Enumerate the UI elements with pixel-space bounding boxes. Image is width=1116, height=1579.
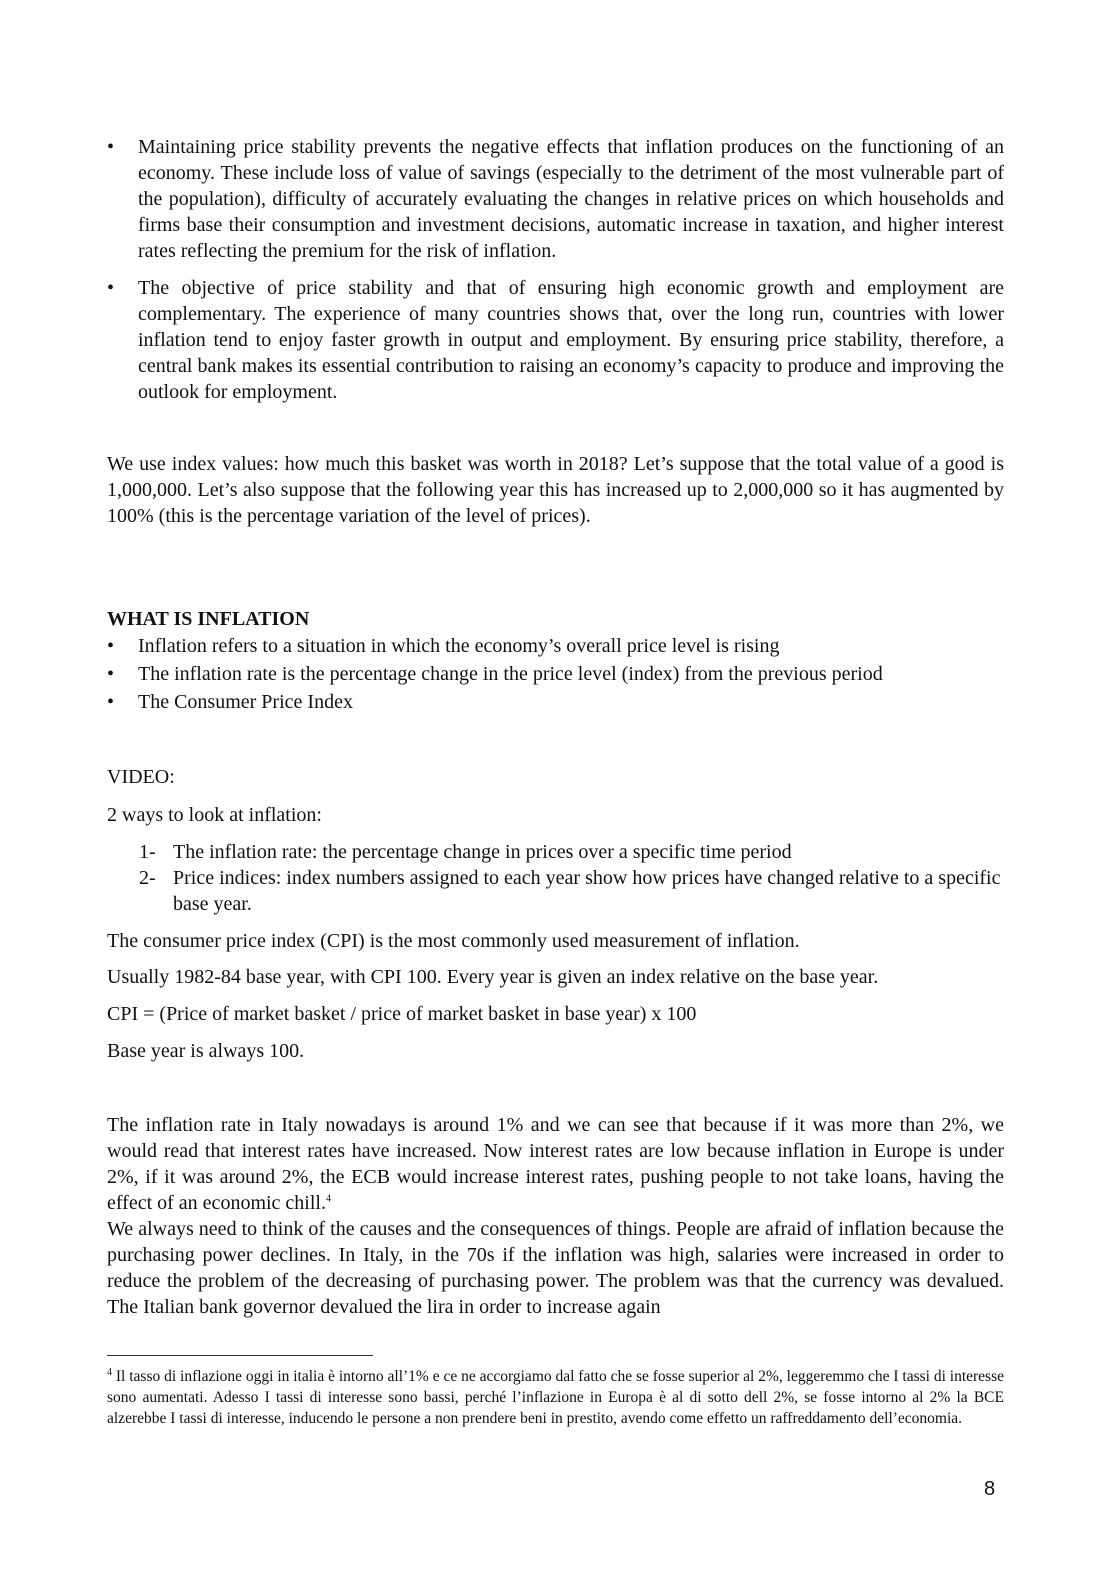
- list-item: • The inflation rate is the percentage change in the price level (index) from the previous period: [107, 660, 1004, 688]
- cpi-formula: CPI = (Price of market basket / price of market basket in base year) x 100: [107, 1003, 697, 1025]
- footnote-separator: [107, 1355, 373, 1356]
- index-paragraph: We use index values: how much this basket was worth in 2018? Let’s suppose that the total value of a good is 1,000,000. Let’s also suppose that the following year this has increased up to 2,000,000 so it has augmented by 100% (this is the percentage variation of the level of prices).: [107, 453, 1004, 527]
- base-year-always-line: Base year is always 100.: [107, 1040, 305, 1062]
- footnote-reference[interactable]: 4: [325, 1193, 331, 1205]
- italy-section: [107, 1112, 1004, 1320]
- list-item: [107, 865, 1004, 917]
- section-heading: WHAT IS INFLATION: [107, 608, 310, 630]
- cpi-line: The consumer price index (CPI) is the most commonly used measurement of inflation.: [107, 930, 800, 952]
- inflation-section: [107, 606, 1004, 716]
- list-item: • The Consumer Price Index: [107, 688, 1004, 716]
- footnote-number: 4: [107, 1366, 112, 1378]
- intro-section: [107, 134, 1004, 405]
- video-intro: 2 ways to look at inflation:: [107, 804, 322, 826]
- list-text: Price indices: index numbers assigned to each year show how prices have changed relative to a specific base year.: [173, 867, 1001, 915]
- italy-paragraph-text: The inflation rate in Italy nowadays is around 1% and we can see that because if it was more than 2%, we would read that interest rates have increased. Now interest rates are low because inflation in Europe is under 2%, if it was around 2%, the ECB would increase interest rates, pushing people to not take loans, having the effect of an economic chill.: [107, 1114, 1004, 1214]
- intro-bullet-list: [107, 134, 1004, 405]
- footnote-text: Il tasso di inflazione oggi in italia è intorno all’1% e ce ne accorgiamo dal fatto che se fosse superior al 2%, leggeremmo che I tassi di interesse sono aumentati. Adesso I tassi di interesse sono bassi, perché l’inflazione in Europa è al di sotto dell 2%, se fosse intorno al 2% la BCE alzerebbe I tassi di interesse, inducendo le persone a non prendere beni in prestito, avendo come effetto un raffreddamento dell’economia.: [107, 1368, 1004, 1427]
- inflation-bullet-list: [107, 632, 1004, 716]
- video-label: VIDEO:: [107, 766, 175, 788]
- page-number: 8: [984, 1478, 996, 1500]
- list-item: • Maintaining price stability prevents the negative effects that inflation produces on the functioning of an economy. These include loss of value of savings (especially to the detriment of the most vulnerable part of the population), difficulty of accurately evaluating the changes in relative prices on which households and firms base their consumption and investment decisions, automatic increase in taxation, and higher interest rates reflecting the premium for the risk of inflation.: [107, 134, 1004, 264]
- numbered-list: [107, 839, 1004, 917]
- list-item: • Inflation refers to a situation in which the economy’s overall price level is rising: [107, 632, 1004, 660]
- list-number: 1-: [139, 841, 156, 863]
- footnote: [107, 1366, 1004, 1429]
- causes-paragraph: We always need to think of the causes and the consequences of things. People are afraid of inflation because the purchasing power declines. In Italy, in the 70s if the inflation was high, salaries were increased in order to reduce the problem of the decreasing of purchasing power. The problem was that the currency was devalued. The Italian bank governor devalued the lira in order to increase again: [107, 1218, 1004, 1318]
- base-year-line: Usually 1982-84 base year, with CPI 100. Every year is given an index relative on the base year.: [107, 966, 879, 988]
- list-item: • The objective of price stability and that of ensuring high economic growth and employment are complementary. The experience of many countries shows that, over the long run, countries with lower inflation tend to enjoy faster growth in output and employment. By ensuring price stability, therefore, a central bank makes its essential contribution to raising an economy’s capacity to produce and improving the outlook for employment.: [107, 275, 1004, 405]
- list-number: 2-: [139, 867, 156, 889]
- video-numbered-list: [107, 839, 1004, 917]
- list-item: [107, 839, 1004, 865]
- list-text: The inflation rate: the percentage change in prices over a specific time period: [173, 841, 792, 863]
- italy-paragraph: [107, 1112, 1004, 1216]
